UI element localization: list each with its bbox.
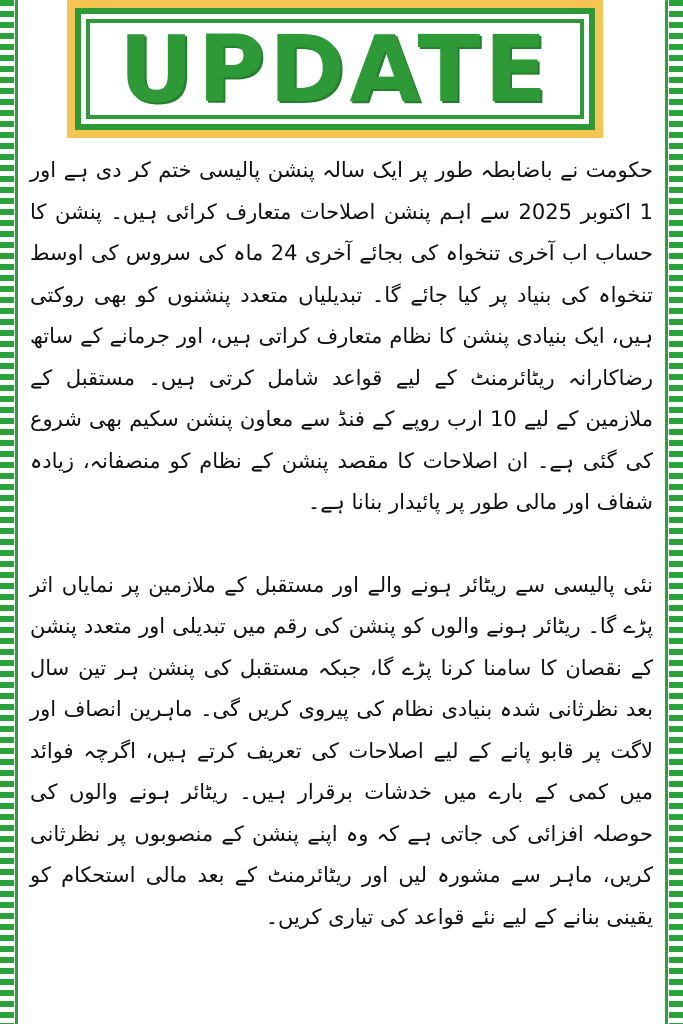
article-paragraph-1: حکومت نے باضابطہ طور پر ایک سالہ پنشن پالیسی ختم کر دی ہے اور 1 اکتوبر 2025 سے اہم پنشن اصلاحات متعارف کرائی ہیں۔ پنشن کا حساب اب آخری تنخواہ کی بجائے آخری 24 ماہ کی سروس کی اوسط تنخواہ کی بنیاد پر کیا جائے گا۔ تبدیلیاں متعدد پنشنوں کو بھی روکتی ہیں، ایک بنیادی پنشن کا نظام متعارف کراتی ہیں، اور جرمانے کے ساتھ رضاکارانہ ریٹائرمنٹ کے لیے قواعد شامل کرتی ہیں۔ مستقبل کے ملازمین کے لیے 10 ارب روپے کے فنڈ سے معاون پنشن سکیم بھی شروع کی گئی ہے۔ ان اصلاحات کا مقصد پنشن کے نظام کو منصفانہ، زیادہ شفاف اور مالی طور پر پائیدار بنانا ہے۔ <box>30 158 654 514</box>
article-body <box>30 150 653 938</box>
update-banner-title: UPDATE <box>118 15 552 123</box>
article-paragraph-2: نئی پالیسی سے ریٹائر ہونے والے اور مستقبل کے ملازمین پر نمایاں اثر پڑے گا۔ ریٹائر ہونے والوں کو پنشن کی رقم میں تبدیلی اور متعدد پنشن کے نقصان کا سامنا کرنا پڑے گا، جبکہ مستقبل کی پنشن ہر تین سال بعد نظرثانی شدہ بنیادی نظام کی پیروی کریں گی۔ ماہرین انصاف اور لاگت پر قابو پانے کے لیے اصلاحات کی تعریف کرتے ہیں، اگرچہ فوائد میں کمی کے بارے میں خدشات برقرار ہیں۔ ریٹائر ہونے والوں کی حوصلہ افزائی کی جاتی ہے کہ وہ اپنے پنشن کے منصوبوں پر نظرثانی کریں، ماہر سے مشورہ لیں اور ریٹائرمنٹ کے بعد مالی استحکام کو یقینی بنانے کے لیے نئے قواعد کی تیاری کریں۔ <box>30 572 653 929</box>
left-decorative-border <box>0 0 14 1024</box>
update-stamp-frame <box>75 8 595 130</box>
right-decorative-border <box>669 0 683 1024</box>
update-banner <box>67 0 603 138</box>
